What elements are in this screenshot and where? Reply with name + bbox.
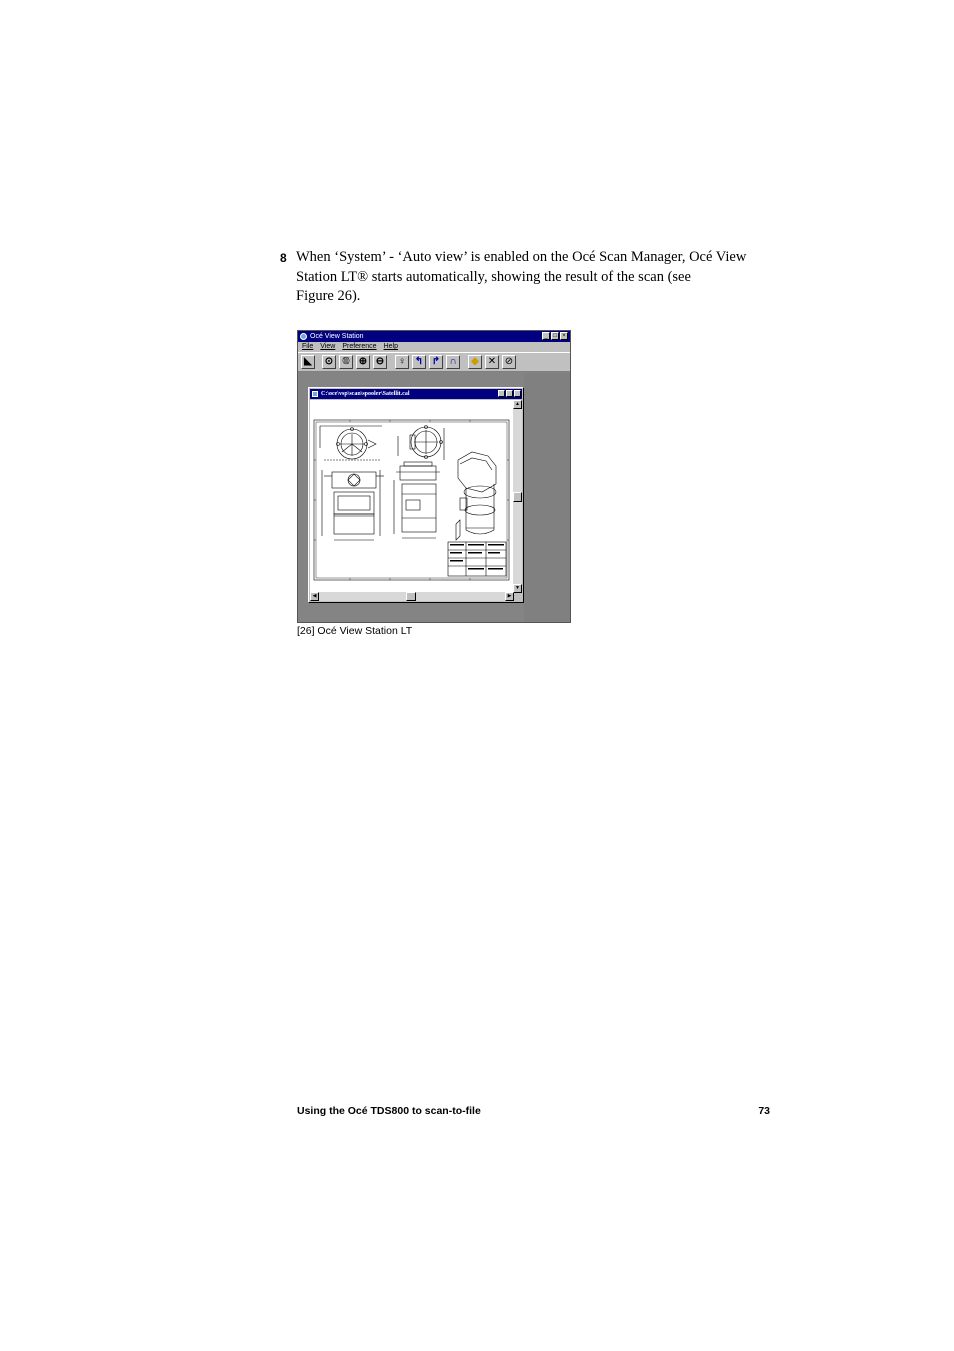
menu-bar <box>298 342 570 352</box>
crop-icon[interactable]: ✕ <box>485 355 499 369</box>
maximize-button[interactable]: □ <box>551 332 559 340</box>
minimize-button[interactable]: _ <box>542 332 550 340</box>
step-number: 8 <box>280 251 287 265</box>
step-text <box>296 248 776 307</box>
scroll-right-icon[interactable]: ▶ <box>505 592 514 601</box>
scroll-left-icon[interactable]: ◀ <box>310 592 319 601</box>
scroll-down-icon[interactable]: ▼ <box>513 584 522 593</box>
rotate-right-icon[interactable]: ↱ <box>429 355 443 369</box>
document-title-bar <box>310 389 522 399</box>
figure-26-screenshot <box>297 330 571 623</box>
step-text-line: When ‘System’ - ‘Auto view’ is enabled on the Océ Scan Manager, Océ View <box>296 249 747 265</box>
app-icon <box>300 333 307 340</box>
eraser-icon[interactable]: ◆ <box>468 355 482 369</box>
footer-title: Using the Océ TDS800 to scan-to-file <box>297 1105 481 1117</box>
drawing-canvas[interactable] <box>310 400 513 593</box>
zoom-11-icon[interactable]: ⑪ <box>339 355 353 369</box>
scroll-up-icon[interactable]: ▲ <box>513 400 522 409</box>
vertical-scroll-thumb[interactable] <box>513 492 522 502</box>
pointer-icon[interactable]: ♀ <box>395 355 409 369</box>
doc-maximize-button[interactable] <box>506 390 513 397</box>
deskew-icon[interactable]: ⊘ <box>502 355 516 369</box>
rotate-180-icon[interactable]: ∩ <box>446 355 460 369</box>
horizontal-scroll-thumb[interactable] <box>406 592 416 601</box>
app-title-bar <box>298 331 570 342</box>
close-button[interactable]: × <box>560 332 568 340</box>
workspace-background <box>524 373 570 622</box>
app-title: Océ View Station <box>310 333 364 340</box>
window-controls <box>542 332 568 340</box>
menu-view[interactable]: View <box>320 343 336 350</box>
toolbar <box>298 352 570 372</box>
page-number: 73 <box>758 1105 770 1117</box>
menu-file[interactable]: File <box>302 343 314 350</box>
figure-caption: [26] Océ View Station LT <box>297 625 413 637</box>
scan-icon[interactable]: ◣ <box>301 355 315 369</box>
doc-minimize-button[interactable] <box>498 390 505 397</box>
document-icon <box>312 391 318 397</box>
step-text-line: Figure 26). <box>296 288 361 304</box>
document-window[interactable] <box>308 387 524 603</box>
technical-drawing <box>310 400 513 593</box>
menu-preference[interactable]: Preference <box>342 343 377 350</box>
zoom-in-icon[interactable]: ⊕ <box>356 355 370 369</box>
zoom-out-icon[interactable]: ⊖ <box>373 355 387 369</box>
menu-help[interactable]: Help <box>383 343 398 350</box>
horizontal-scrollbar[interactable] <box>310 592 514 601</box>
rotate-left-icon[interactable]: ↰ <box>412 355 426 369</box>
step-text-line: Station LT® starts automatically, showing the result of the scan (see <box>296 268 691 285</box>
vertical-scrollbar[interactable] <box>513 400 522 593</box>
document-window-controls <box>498 390 521 397</box>
zoom-fit-icon[interactable]: ⊙ <box>322 355 336 369</box>
document-title: C:\oce\vsp\scan\spooler\Satellit.cal <box>321 391 410 397</box>
doc-close-button[interactable] <box>514 390 521 397</box>
